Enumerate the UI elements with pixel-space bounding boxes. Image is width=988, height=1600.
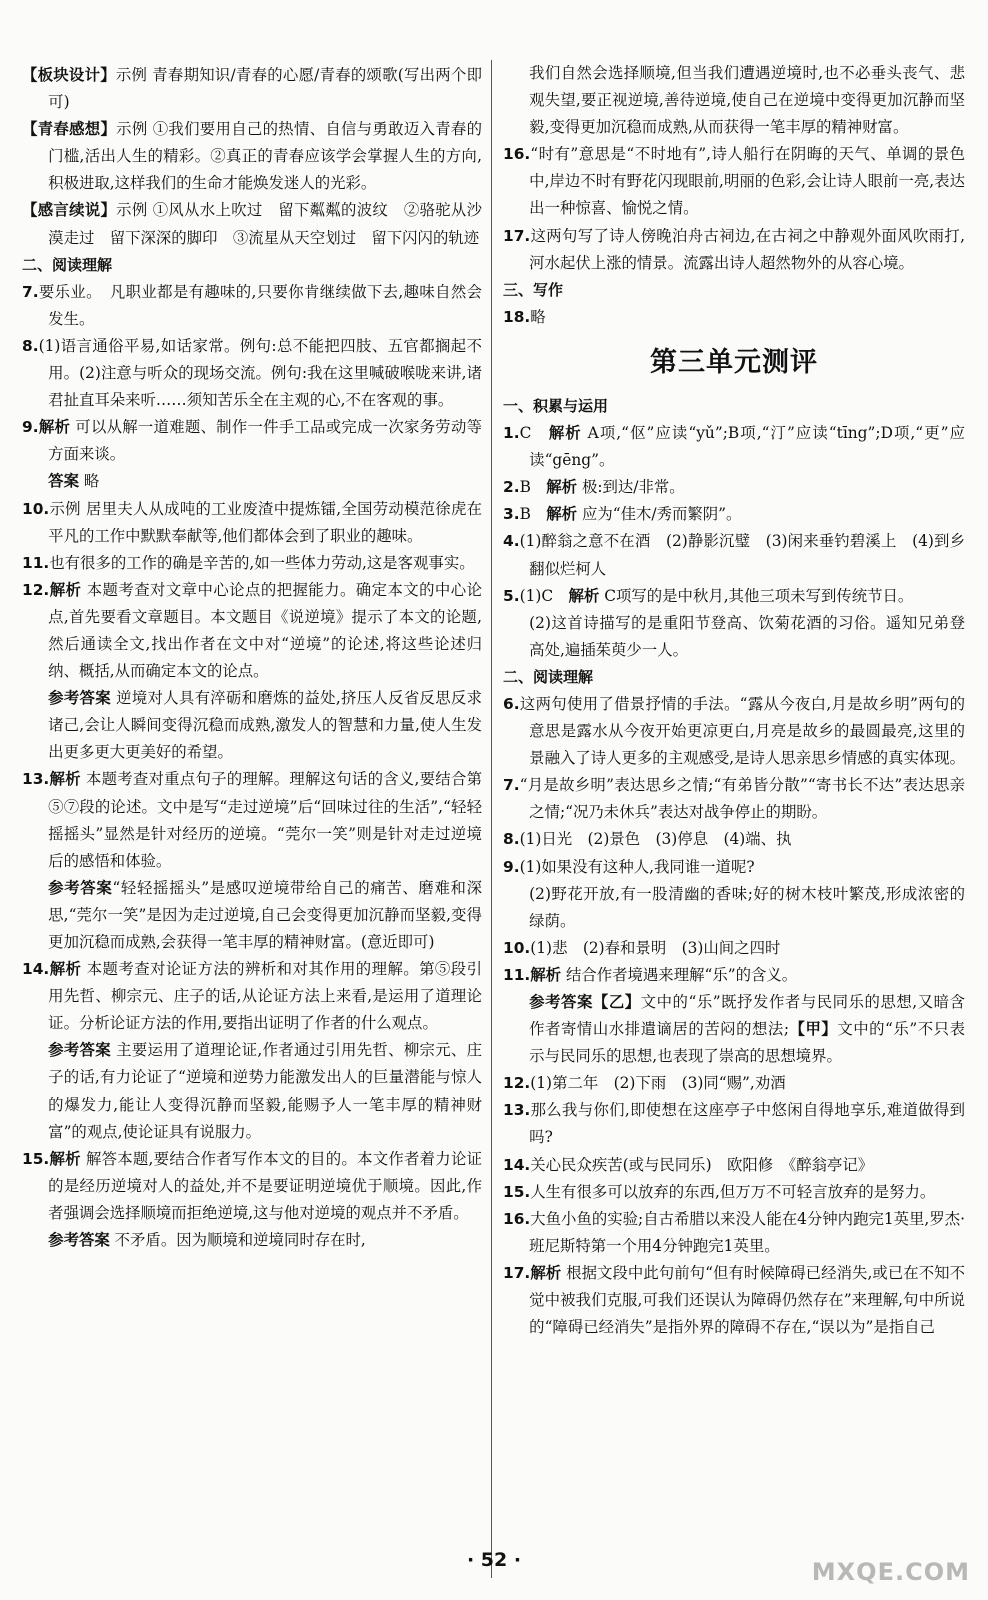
- answer-paragraph: 17.这两句写了诗人傍晚泊舟古祠边,在古祠之中静观外面风吹雨打,河水起伏上涨的情景。流露出诗人超然物外的从容心境。: [503, 226, 965, 272]
- answer-paragraph: 16.“时有”意思是“不时地有”,诗人船行在阴晦的天气、单调的景色中,岸边不时有野花闪现眼前,明丽的色彩,会让诗人眼前一亮,表达出一种惊喜、愉悦之情。: [503, 145, 965, 218]
- section-heading: 三、写作: [503, 280, 564, 299]
- answer-paragraph: 15.解析 解答本题,要结合作者写作本文的目的。本文作者着力论证的是经历逆境对人的益处,并不是要证明逆境优于顺境。因此,作者强调会选择顺境而拒绝逆境,这与他对逆境的观点并不矛盾。: [22, 1149, 482, 1222]
- answer-paragraph: 8.(1)日光 (2)景色 (3)停息 (4)端、执: [503, 830, 792, 849]
- answer-paragraph: 1.C 解析 A项,“伛”应读“yǔ”;B项,“汀”应读“tīng”;D项,“更”应读“gēng”。: [503, 424, 965, 470]
- divider: [491, 60, 492, 1578]
- unit-title: 第三单元测评: [650, 346, 818, 378]
- answer-paragraph: 7.要乐业。 凡职业都是有趣味的,只要你肯继续做下去,趣味自然会发生。: [22, 282, 482, 328]
- answer-paragraph: 7.“月是故乡明”表达思乡之情;“有弟皆分散”“寄书长不达”表达思亲之情;“况乃未休兵”表达对战争停止的期盼。: [503, 776, 965, 822]
- answer-paragraph: 15.人生有很多可以放弃的东西,但万万不可轻言放弃的是努力。: [503, 1182, 936, 1201]
- answer-paragraph: 6.这两句使用了借景抒情的手法。“露从今夜白,月是故乡明”两句的意思是露水从今夜开始更凉更白,月亮是故乡的最圆最亮,这里的景融入了诗人更多的主观感受,是诗人思亲思乡情感的真实体现。: [503, 694, 966, 768]
- answer-paragraph: 11.也有很多的工作的确是辛苦的,如一些体力劳动,这是客观事实。: [22, 553, 475, 572]
- answer-paragraph: 9.(1)如果没有这种人,我同谁一道呢?: [503, 857, 755, 876]
- answer-paragraph: 5.(1)C 解析 C项写的是中秋月,其他三项未写到传统节日。: [503, 586, 914, 605]
- answer-paragraph: 2.B 解析 极:到达/非常。: [503, 478, 685, 497]
- answer-paragraph: 11.解析 结合作者境遇来理解“乐”的含义。: [503, 965, 798, 984]
- answer-paragraph: 14.关心民众疾苦(或与民同乐) 欧阳修 《醉翁亭记》: [503, 1155, 874, 1174]
- answer-paragraph: 18.略: [503, 307, 546, 326]
- left-column: [22, 62, 482, 1254]
- answer-paragraph: (2)野花开放,有一股清幽的香味;好的树木枝叶繁茂,形成浓密的绿荫。: [529, 884, 965, 930]
- answer-paragraph: 3.B 解析 应为“佳木/秀而繁阴”。: [503, 505, 742, 524]
- answer-paragraph: 参考答案“轻轻摇摇头”是感叹逆境带给自己的痛苦、磨难和深思,“莞尔一笑”是因为走过逆境,自己会变得更加沉静而坚毅,变得更加沉稳而成熟,会获得一笔丰厚的精神财富。(意近即可): [48, 878, 482, 951]
- answer-paragraph: 8.(1)语言通俗平易,如话家常。例句:总不能把四肢、五官都搁起不用。(2)注意与听众的现场交流。例句:我在这里喊破喉咙来讲,诸君扯直耳朵来听……须知苦乐全在主观的心,不在客观的事。: [22, 336, 482, 410]
- answer-paragraph: 10.(1)悲 (2)春和景明 (3)山间之四时: [503, 938, 781, 957]
- right-column: [503, 60, 965, 1341]
- answer-paragraph: 9.解析 可以从解一道难题、制作一件手工品或完成一次家务劳动等方面来谈。: [22, 418, 482, 464]
- answer-paragraph: 参考答案 不矛盾。因为顺境和逆境同时存在时,: [48, 1231, 366, 1250]
- answer-paragraph: 14.解析 本题考查对论证方法的辨析和对其作用的理解。第⑤段引用先哲、柳宗元、庄子的话,从论证方法上来看,是运用了道理论证。分析论证方法的作用,要指出证明了作者的什么观点。: [22, 960, 482, 1033]
- answer-paragraph: 参考答案 逆境对人具有淬砺和磨炼的益处,挤压人反省反思反求诸己,会让人瞬间变得沉稳而成熟,激发人的智慧和力量,使人生发出更多更大更美好的希望。: [48, 689, 482, 762]
- answer-paragraph: 我们自然会选择顺境,但当我们遭遇逆境时,也不必垂头丧气、悲观失望,要正视逆境,善待逆境,使自己在逆境中变得更加沉静而坚毅,变得更加沉稳而成熟,从而获得一笔丰厚的精神财富。: [529, 64, 965, 137]
- answer-paragraph: 【感言续说】示例 ①风从水上吹过 留下粼粼的波纹 ②骆驼从沙漠走过 留下深深的脚印 ③流星从天空划过 留下闪闪的轨迹: [22, 201, 482, 247]
- answer-paragraph: 参考答案【乙】文中的“乐”既抒发作者与民同乐的思想,又暗含作者寄情山水排遣谪居的苦闷的想法;【甲】文中的“乐”不只表示与民同乐的思想,也表现了崇高的思想境界。: [529, 993, 965, 1066]
- answer-paragraph: 答案 略: [48, 472, 100, 491]
- section-heading: 二、阅读理解: [503, 667, 594, 686]
- page-number: · 52 ·: [466, 1549, 522, 1571]
- answer-paragraph: 【板块设计】示例 青春期知识/青春的心愿/青春的颂歌(写出两个即可): [22, 66, 482, 112]
- answer-paragraph: 10.示例 居里夫人从成吨的工业废渣中提炼镭,全国劳动模范徐虎在平凡的工作中默默奉献等,他们都体会到了职业的趣味。: [22, 499, 482, 545]
- answer-paragraph: 12.(1)第二年 (2)下雨 (3)同“赐”,劝酒: [503, 1074, 786, 1093]
- answer-paragraph: 13.那么我与你们,即使想在这座亭子中悠闲自得地享乐,难道做得到吗?: [503, 1101, 965, 1147]
- watermark: MXQE.COM: [811, 1558, 970, 1586]
- answer-paragraph: 【青春感想】示例 ①我们要用自己的热情、自信与勇敢迈入青春的门槛,活出人生的精彩。②真正的青春应该学会掌握人生的方向,积极进取,这样我们的生命才能焕发迷人的光彩。: [22, 120, 482, 193]
- section-heading: 二、阅读理解: [22, 255, 113, 274]
- answer-paragraph: 12.解析 本题考查对文章中心论点的把握能力。确定本文的中心论点,首先要看文章题目。本文题目《说逆境》提示了本文的论题,然后通读全文,找出作者在文中对“逆境”的论述,将这些论述归纳、概括,从而确定本文的论点。: [22, 580, 482, 681]
- answer-paragraph: 参考答案 主要运用了道理论证,作者通过引用先哲、柳宗元、庄子的话,有力论证了“逆境和逆势力能激发出人的巨量潜能与惊人的爆发力,能让人变得沉静而坚毅,能赐予人一笔丰厚的精神财富”的观点,使论证具有说服力。: [48, 1041, 482, 1141]
- answer-paragraph: 4.(1)醉翁之意不在酒 (2)静影沉璧 (3)闲来垂钓碧溪上 (4)到乡翻似烂柯人: [503, 532, 965, 578]
- answer-paragraph: (2)这首诗描写的是重阳节登高、饮菊花酒的习俗。遥知兄弟登高处,遍插茱萸少一人。: [529, 613, 965, 659]
- section-heading: 一、积累与运用: [503, 396, 609, 415]
- answer-paragraph: 13.解析 本题考查对重点句子的理解。理解这句话的含义,要结合第⑤⑦段的论述。文中是写“走过逆境”后“回味过往的生活”,“轻轻摇摇头”显然是针对经历的逆境。“莞尔一笑”则是针对走过逆境后的感悟和体验。: [22, 770, 482, 870]
- right-top-block: [503, 60, 965, 331]
- answer-paragraph: 17.解析 根据文段中此句前句“但有时候障碍已经消失,或已在不知不觉中被我们克服,可我们还误认为障碍仍然存在”来理解,句中所说的“障碍已经消失”是指外界的障碍不存在,“误以为”是指自己: [503, 1263, 965, 1337]
- right-bottom-block: [503, 393, 965, 1341]
- answer-paragraph: 16.大鱼小鱼的实验;自古希腊以来没人能在4分钟内跑完1英里,罗杰·班尼斯特第一个用4分钟跑完1英里。: [503, 1209, 965, 1255]
